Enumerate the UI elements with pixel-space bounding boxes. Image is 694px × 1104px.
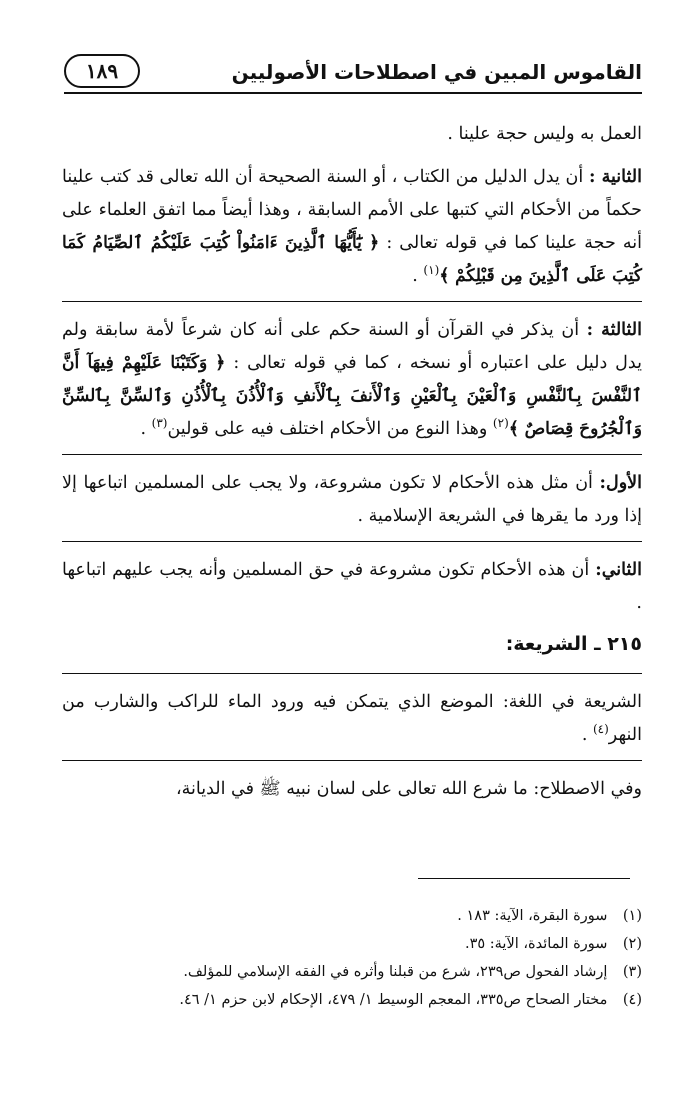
- footnote-ref-4[interactable]: (٤): [592, 722, 609, 737]
- linguistic-definition-text: الشريعة في اللغة: الموضع الذي يتمكن فيه ورود الماء للراكب والشارب من النهر: [62, 692, 642, 745]
- term-third: الثالثة :: [586, 320, 642, 340]
- paragraph-linguistic-definition: [62, 686, 642, 752]
- header-rule: [64, 92, 642, 94]
- section-heading-sharia: ٢١٥ ـ الشريعة:: [505, 633, 642, 655]
- paragraph-divider: [62, 541, 642, 542]
- footnote-text: سورة البقرة، الآية: ١٨٣ .: [457, 908, 608, 924]
- footnote-item: [62, 958, 642, 986]
- footnote-ref-3[interactable]: (٣): [151, 416, 168, 431]
- footnote-number: (٣): [622, 964, 642, 980]
- footnote-text: مختار الصحاح ص٣٣٥، المعجم الوسيط ١/ ٤٧٩، الإحكام لابن حزم ١/ ٤٦.: [179, 992, 608, 1008]
- second-text: أن يدل الدليل من الكتاب ، أو السنة الصحيحة أن الله تعالى قد كتب علينا حكماً من الأحكام التي كتبها على الأمم السابقة ، وهذا أيضاً مما اتفق العلماء على أنه حجة علينا كما في قوله تعالى :: [62, 167, 642, 253]
- third-text-continued: وهذا النوع من الأحكام اختلف فيه على قولين: [167, 419, 488, 439]
- second-end: .: [412, 266, 418, 286]
- paragraph-divider: [62, 760, 642, 761]
- paragraph-first-opinion: [62, 467, 642, 533]
- term-second: الثانية :: [588, 167, 642, 187]
- ayah-open-bracket: ﴿: [215, 353, 226, 373]
- intro-text: العمل به وليس حجة علينا .: [447, 124, 642, 144]
- third-text: أن يذكر في القرآن أو السنة حكم على أنه كان شرعاً لأمة سابقة ولم يدل دليل على اعتباره أو نسخه ، كما في قوله تعالى :: [62, 320, 642, 373]
- footnotes: [62, 902, 642, 1014]
- footnote-item: [62, 902, 642, 930]
- paragraph-divider: [62, 301, 642, 302]
- footnote-text: سورة المائدة، الآية: ٣٥.: [464, 936, 608, 952]
- footnote-number: (٤): [622, 992, 642, 1008]
- third-end: .: [140, 419, 147, 439]
- footnote-ref-2[interactable]: (٢): [492, 416, 509, 431]
- page-number-badge: ١٨٩: [64, 54, 140, 88]
- paragraph-third: [62, 314, 642, 446]
- quran-verse-fasting: يَٰٓأَيُّهَا ٱلَّذِينَ ءَامَنُواْ كُتِبَ عَلَيْكُمُ ٱلصِّيَامُ كَمَا كُتِبَ عَلَى ٱلَّذِينَ مِن قَبْلِكُمْ: [62, 233, 642, 286]
- technical-definition-text: وفي الاصطلاح: ما شرع الله تعالى على لسان نبيه ﷺ في الديانة،: [175, 779, 642, 799]
- paragraph-technical-definition: [62, 773, 642, 806]
- footnote-text: إرشاد الفحول ص٢٣٩، شرع من قبلنا وأثره في الفقه الإسلامي للمؤلف.: [183, 964, 608, 980]
- linguistic-definition-end: .: [581, 725, 588, 745]
- footnote-ref-1[interactable]: (١): [423, 263, 440, 278]
- paragraph-second: [62, 161, 642, 293]
- ayah-close-bracket: ﴾: [508, 419, 520, 439]
- paragraph-intro: [62, 118, 642, 151]
- term-first-opinion: الأول:: [599, 473, 642, 493]
- footnote-number: (١): [622, 908, 642, 924]
- heading-divider: [62, 673, 642, 674]
- footnote-item: [62, 930, 642, 958]
- quran-verse-retribution: وَكَتَبْنَا عَلَيْهِمْ فِيهَآ أَنَّ ٱلنَّفْسَ بِٱلنَّفْسِ وَٱلْعَيْنَ بِٱلْعَيْنِ وَٱلْأَنفَ بِٱلْأَنفِ وَٱلْأُذُنَ بِٱلْأُذُنِ وَٱلسِّنَّ بِٱلسِّنِّ وَٱلْجُرُوحَ قِصَاصٌ: [62, 353, 642, 439]
- book-title: القاموس المبين في اصطلاحات الأصوليين: [231, 60, 642, 84]
- footnote-rule: [418, 878, 630, 879]
- footnote-item: [62, 986, 642, 1014]
- page-header: [64, 54, 642, 96]
- ayah-open-bracket: ﴿: [368, 233, 380, 253]
- ayah-close-bracket: ﴾: [439, 266, 450, 286]
- paragraph-second-opinion: [62, 554, 642, 620]
- footnote-number: (٢): [622, 936, 642, 952]
- first-opinion-text: أن مثل هذه الأحكام لا تكون مشروعة، ولا يجب على المسلمين اتباعها إلا إذا ورد ما يقرها في الشريعة الإسلامية .: [62, 473, 642, 526]
- paragraph-divider: [62, 454, 642, 455]
- term-second-opinion: الثاني:: [595, 560, 642, 580]
- second-opinion-text: أن هذه الأحكام تكون مشروعة في حق المسلمين وأنه يجب عليهم اتباعها .: [62, 560, 642, 613]
- page-body: [62, 118, 642, 814]
